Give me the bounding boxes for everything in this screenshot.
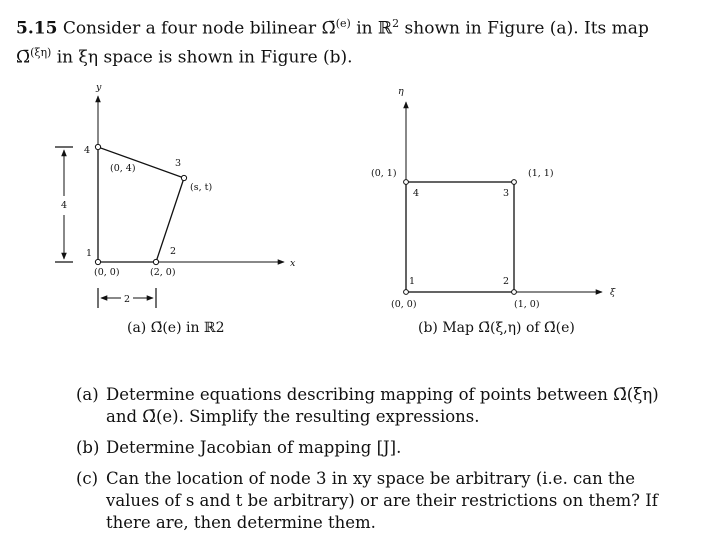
node-1-coord: (0, 0) (94, 267, 120, 278)
x-axis-label: x (290, 258, 296, 269)
real-space-superscript: 2 (392, 17, 400, 30)
dim-width-label: 2 (124, 294, 131, 305)
ref-node-4-marker (404, 180, 409, 185)
problem-text-3: shown in Figure (a). Its map (399, 18, 649, 39)
real-space-symbol: ℝ (378, 18, 393, 39)
problem-text-1: Consider a four node bilinear (62, 18, 322, 39)
problem-statement (16, 12, 696, 69)
dim-height-label: 4 (61, 200, 68, 211)
reference-square (406, 182, 514, 292)
xi-axis-label: ξ (610, 287, 616, 298)
question-c-label: (c) (76, 469, 99, 488)
node-4-marker (95, 144, 100, 149)
omega-e-superscript: (e) (335, 17, 351, 30)
figure-b (371, 86, 616, 336)
problem-text-4: in ξη space is shown in Figure (b). (51, 47, 353, 68)
figure-a (55, 82, 296, 336)
node-1-marker (95, 259, 100, 264)
omega-xi-eta-superscript: (ξη) (30, 45, 52, 59)
question-a-label: (a) (76, 385, 99, 404)
problem-number: 5.15 (16, 18, 58, 39)
node-2-marker (153, 259, 158, 264)
problem-text-2: in (350, 18, 378, 39)
ref-node-1-number: 1 (409, 276, 416, 287)
figure-a-caption: (a) Ω̄(e) in ℝ2 (127, 320, 225, 336)
node-4-coord: (0, 4) (110, 163, 136, 174)
ref-node-3-marker (512, 180, 517, 185)
ref-node-2-number: 2 (503, 276, 510, 287)
question-a (76, 384, 676, 428)
question-a-text: Determine equations describing mapping of points between Ω̄(ξη) and Ω̄(e). Simplify the resulting expressions. (106, 385, 659, 426)
question-b-text: Determine Jacobian of mapping [J]. (106, 438, 402, 457)
ref-node-1-marker (404, 290, 409, 295)
ref-node-2-coord: (1, 0) (514, 299, 540, 310)
omega-xi-eta-symbol: Ω̄ (16, 47, 31, 68)
node-4-number: 4 (84, 145, 91, 156)
y-axis-label: y (96, 82, 102, 93)
question-c-text: Can the location of node 3 in xy space be arbitrary (i.e. can the values of s and t be arbitrary) or are their restrictions on them? If there are, then determine them. (106, 469, 658, 532)
node-1-number: 1 (86, 248, 93, 259)
question-b (76, 437, 676, 459)
figure-b-caption: (b) Map Ω̄(ξ,η) of Ω̄(e) (418, 320, 575, 336)
ref-node-4-number: 4 (413, 188, 420, 199)
node-3-coord: (s, t) (190, 182, 213, 193)
eta-axis-label: η (398, 86, 404, 97)
node-2-coord: (2, 0) (150, 267, 176, 278)
ref-node-2-marker (512, 290, 517, 295)
node-2-number: 2 (170, 246, 177, 257)
ref-node-1-coord: (0, 0) (391, 299, 417, 310)
node-3-marker (181, 175, 186, 180)
figures (0, 70, 710, 370)
question-list (76, 384, 676, 543)
ref-node-3-number: 3 (503, 188, 510, 199)
ref-node-4-coord: (0, 1) (371, 168, 397, 179)
omega-e-symbol: Ω̄ (321, 18, 336, 39)
question-b-label: (b) (76, 438, 100, 457)
ref-node-3-coord: (1, 1) (528, 168, 554, 179)
node-3-number: 3 (175, 158, 182, 169)
question-c (76, 468, 676, 534)
